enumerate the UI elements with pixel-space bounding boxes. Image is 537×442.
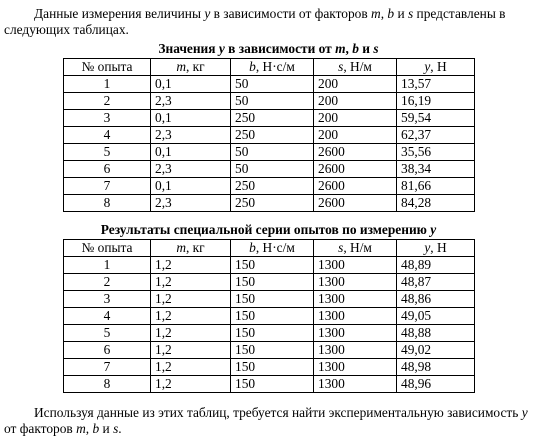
cell-y: 48,96 xyxy=(397,376,475,393)
cell-s: 1300 xyxy=(314,274,397,291)
cell-s: 200 xyxy=(314,93,397,110)
unit-label: , кг xyxy=(185,59,205,74)
outro-paragraph xyxy=(4,405,532,437)
cell-s: 200 xyxy=(314,110,397,127)
cell-no: 8 xyxy=(64,376,151,393)
unit-label: , Н xyxy=(430,240,447,255)
cell-s: 1300 xyxy=(314,342,397,359)
table2-caption xyxy=(0,222,537,238)
var-y: y xyxy=(218,41,225,56)
cell-s: 2600 xyxy=(314,178,397,195)
cell-m: 2,3 xyxy=(151,93,231,110)
cell-m: 0,1 xyxy=(151,110,231,127)
cell-b: 150 xyxy=(231,376,314,393)
cell-m: 0,1 xyxy=(151,178,231,195)
unit-label: , Н/м xyxy=(343,240,372,255)
caption-text: Значения xyxy=(158,41,219,56)
header-b xyxy=(231,240,314,257)
header-y xyxy=(397,59,475,76)
table1-caption xyxy=(0,41,537,57)
cell-y: 48,86 xyxy=(397,291,475,308)
cell-s: 2600 xyxy=(314,195,397,212)
cell-m: 1,2 xyxy=(151,342,231,359)
intro-paragraph xyxy=(4,6,532,38)
var-m: m xyxy=(176,240,186,255)
unit-label: , Н/м xyxy=(343,59,372,74)
var-m: m xyxy=(76,421,86,436)
cell-b: 150 xyxy=(231,342,314,359)
var-s: s xyxy=(113,421,119,436)
var-s: s xyxy=(407,6,414,21)
var-b: b xyxy=(249,240,256,255)
cell-no: 4 xyxy=(64,127,151,144)
cell-b: 50 xyxy=(231,76,314,93)
cell-no: 4 xyxy=(64,308,151,325)
table-row xyxy=(64,291,475,308)
cell-m: 0,1 xyxy=(151,76,231,93)
cell-m: 1,2 xyxy=(151,257,231,274)
table-row xyxy=(64,76,475,93)
var-y: y xyxy=(204,6,211,21)
var-y: y xyxy=(430,222,437,237)
var-s: s xyxy=(373,41,379,56)
var-b: b xyxy=(352,41,359,56)
unit-label: , Н·с/м xyxy=(255,59,295,74)
header-experiment-no: № опыта xyxy=(64,59,151,76)
cell-y: 48,89 xyxy=(397,257,475,274)
cell-no: 5 xyxy=(64,144,151,161)
table-row xyxy=(64,178,475,195)
table-row xyxy=(64,257,475,274)
unit-label: , Н·с/м xyxy=(255,240,295,255)
var-s: s xyxy=(338,240,344,255)
cell-no: 5 xyxy=(64,325,151,342)
cell-no: 6 xyxy=(64,342,151,359)
var-b: b xyxy=(249,59,256,74)
var-s: s xyxy=(338,59,344,74)
cell-y: 81,66 xyxy=(397,178,475,195)
cell-no: 2 xyxy=(64,274,151,291)
intro-text: , xyxy=(380,6,388,21)
cell-no: 2 xyxy=(64,93,151,110)
cell-b: 250 xyxy=(231,195,314,212)
cell-y: 59,54 xyxy=(397,110,475,127)
table-row xyxy=(64,195,475,212)
outro-text: . xyxy=(118,421,122,436)
intro-text: в зависимости от факторов xyxy=(210,6,372,21)
cell-b: 250 xyxy=(231,127,314,144)
cell-s: 1300 xyxy=(314,325,397,342)
header-experiment-no: № опыта xyxy=(64,240,151,257)
cell-b: 150 xyxy=(231,291,314,308)
cell-m: 2,3 xyxy=(151,195,231,212)
cell-b: 150 xyxy=(231,359,314,376)
cell-m: 1,2 xyxy=(151,291,231,308)
cell-m: 1,2 xyxy=(151,376,231,393)
cell-b: 50 xyxy=(231,144,314,161)
header-s xyxy=(314,59,397,76)
intro-text: представлены в следующих таблицах. xyxy=(4,6,506,37)
cell-b: 50 xyxy=(231,93,314,110)
cell-b: 50 xyxy=(231,161,314,178)
cell-y: 62,37 xyxy=(397,127,475,144)
unit-label: , кг xyxy=(185,240,205,255)
table1-measurements xyxy=(63,58,475,212)
cell-y: 48,98 xyxy=(397,359,475,376)
intro-text: и xyxy=(394,6,408,21)
cell-m: 1,2 xyxy=(151,325,231,342)
var-b: b xyxy=(387,6,395,21)
cell-y: 84,28 xyxy=(397,195,475,212)
var-m: m xyxy=(176,59,186,74)
cell-b: 250 xyxy=(231,110,314,127)
cell-m: 1,2 xyxy=(151,308,231,325)
outro-text: и xyxy=(99,421,114,436)
table-row xyxy=(64,376,475,393)
table-row xyxy=(64,127,475,144)
cell-no: 6 xyxy=(64,161,151,178)
cell-m: 2,3 xyxy=(151,161,231,178)
var-m: m xyxy=(371,6,381,21)
table-header-row xyxy=(64,59,475,76)
caption-text: и xyxy=(358,41,374,56)
var-b: b xyxy=(92,421,100,436)
table-row xyxy=(64,93,475,110)
cell-no: 1 xyxy=(64,76,151,93)
cell-s: 1300 xyxy=(314,359,397,376)
intro-text: Данные измерения величины xyxy=(34,6,205,21)
cell-y: 13,57 xyxy=(397,76,475,93)
cell-b: 150 xyxy=(231,257,314,274)
cell-no: 1 xyxy=(64,257,151,274)
cell-b: 150 xyxy=(231,274,314,291)
cell-m: 0,1 xyxy=(151,144,231,161)
table-row xyxy=(64,161,475,178)
table-row xyxy=(64,359,475,376)
table-row xyxy=(64,110,475,127)
cell-b: 150 xyxy=(231,308,314,325)
table-row xyxy=(64,342,475,359)
cell-no: 7 xyxy=(64,359,151,376)
cell-s: 2600 xyxy=(314,161,397,178)
cell-y: 48,88 xyxy=(397,325,475,342)
cell-y: 49,02 xyxy=(397,342,475,359)
header-s xyxy=(314,240,397,257)
cell-no: 8 xyxy=(64,195,151,212)
table2-special-series xyxy=(63,239,475,393)
table-row xyxy=(64,144,475,161)
var-y: y xyxy=(521,405,528,420)
cell-m: 2,3 xyxy=(151,127,231,144)
cell-b: 150 xyxy=(231,325,314,342)
header-b xyxy=(231,59,314,76)
caption-text: Результаты специальной серии опытов по измерению xyxy=(100,222,431,237)
caption-text: в зависимости от xyxy=(224,41,336,56)
header-m xyxy=(151,59,231,76)
var-y: y xyxy=(424,59,431,74)
caption-text: , xyxy=(345,41,353,56)
var-y: y xyxy=(424,240,431,255)
cell-m: 1,2 xyxy=(151,359,231,376)
header-y xyxy=(397,240,475,257)
table-row xyxy=(64,308,475,325)
cell-s: 200 xyxy=(314,127,397,144)
outro-text: Используя данные из этих таблиц, требуется найти экспериментальную зависимость xyxy=(34,405,522,420)
cell-y: 16,19 xyxy=(397,93,475,110)
cell-b: 250 xyxy=(231,178,314,195)
header-m xyxy=(151,240,231,257)
table-row xyxy=(64,325,475,342)
cell-s: 1300 xyxy=(314,291,397,308)
outro-text: , xyxy=(85,421,93,436)
table-header-row xyxy=(64,240,475,257)
cell-y: 35,56 xyxy=(397,144,475,161)
cell-y: 38,34 xyxy=(397,161,475,178)
table-row xyxy=(64,274,475,291)
cell-no: 3 xyxy=(64,110,151,127)
cell-s: 1300 xyxy=(314,257,397,274)
cell-y: 48,87 xyxy=(397,274,475,291)
cell-s: 200 xyxy=(314,76,397,93)
unit-label: , Н xyxy=(430,59,447,74)
cell-s: 2600 xyxy=(314,144,397,161)
cell-s: 1300 xyxy=(314,308,397,325)
outro-text: от факторов xyxy=(4,421,77,436)
cell-no: 3 xyxy=(64,291,151,308)
cell-no: 7 xyxy=(64,178,151,195)
cell-s: 1300 xyxy=(314,376,397,393)
cell-m: 1,2 xyxy=(151,274,231,291)
var-m: m xyxy=(335,41,346,56)
cell-y: 49,05 xyxy=(397,308,475,325)
